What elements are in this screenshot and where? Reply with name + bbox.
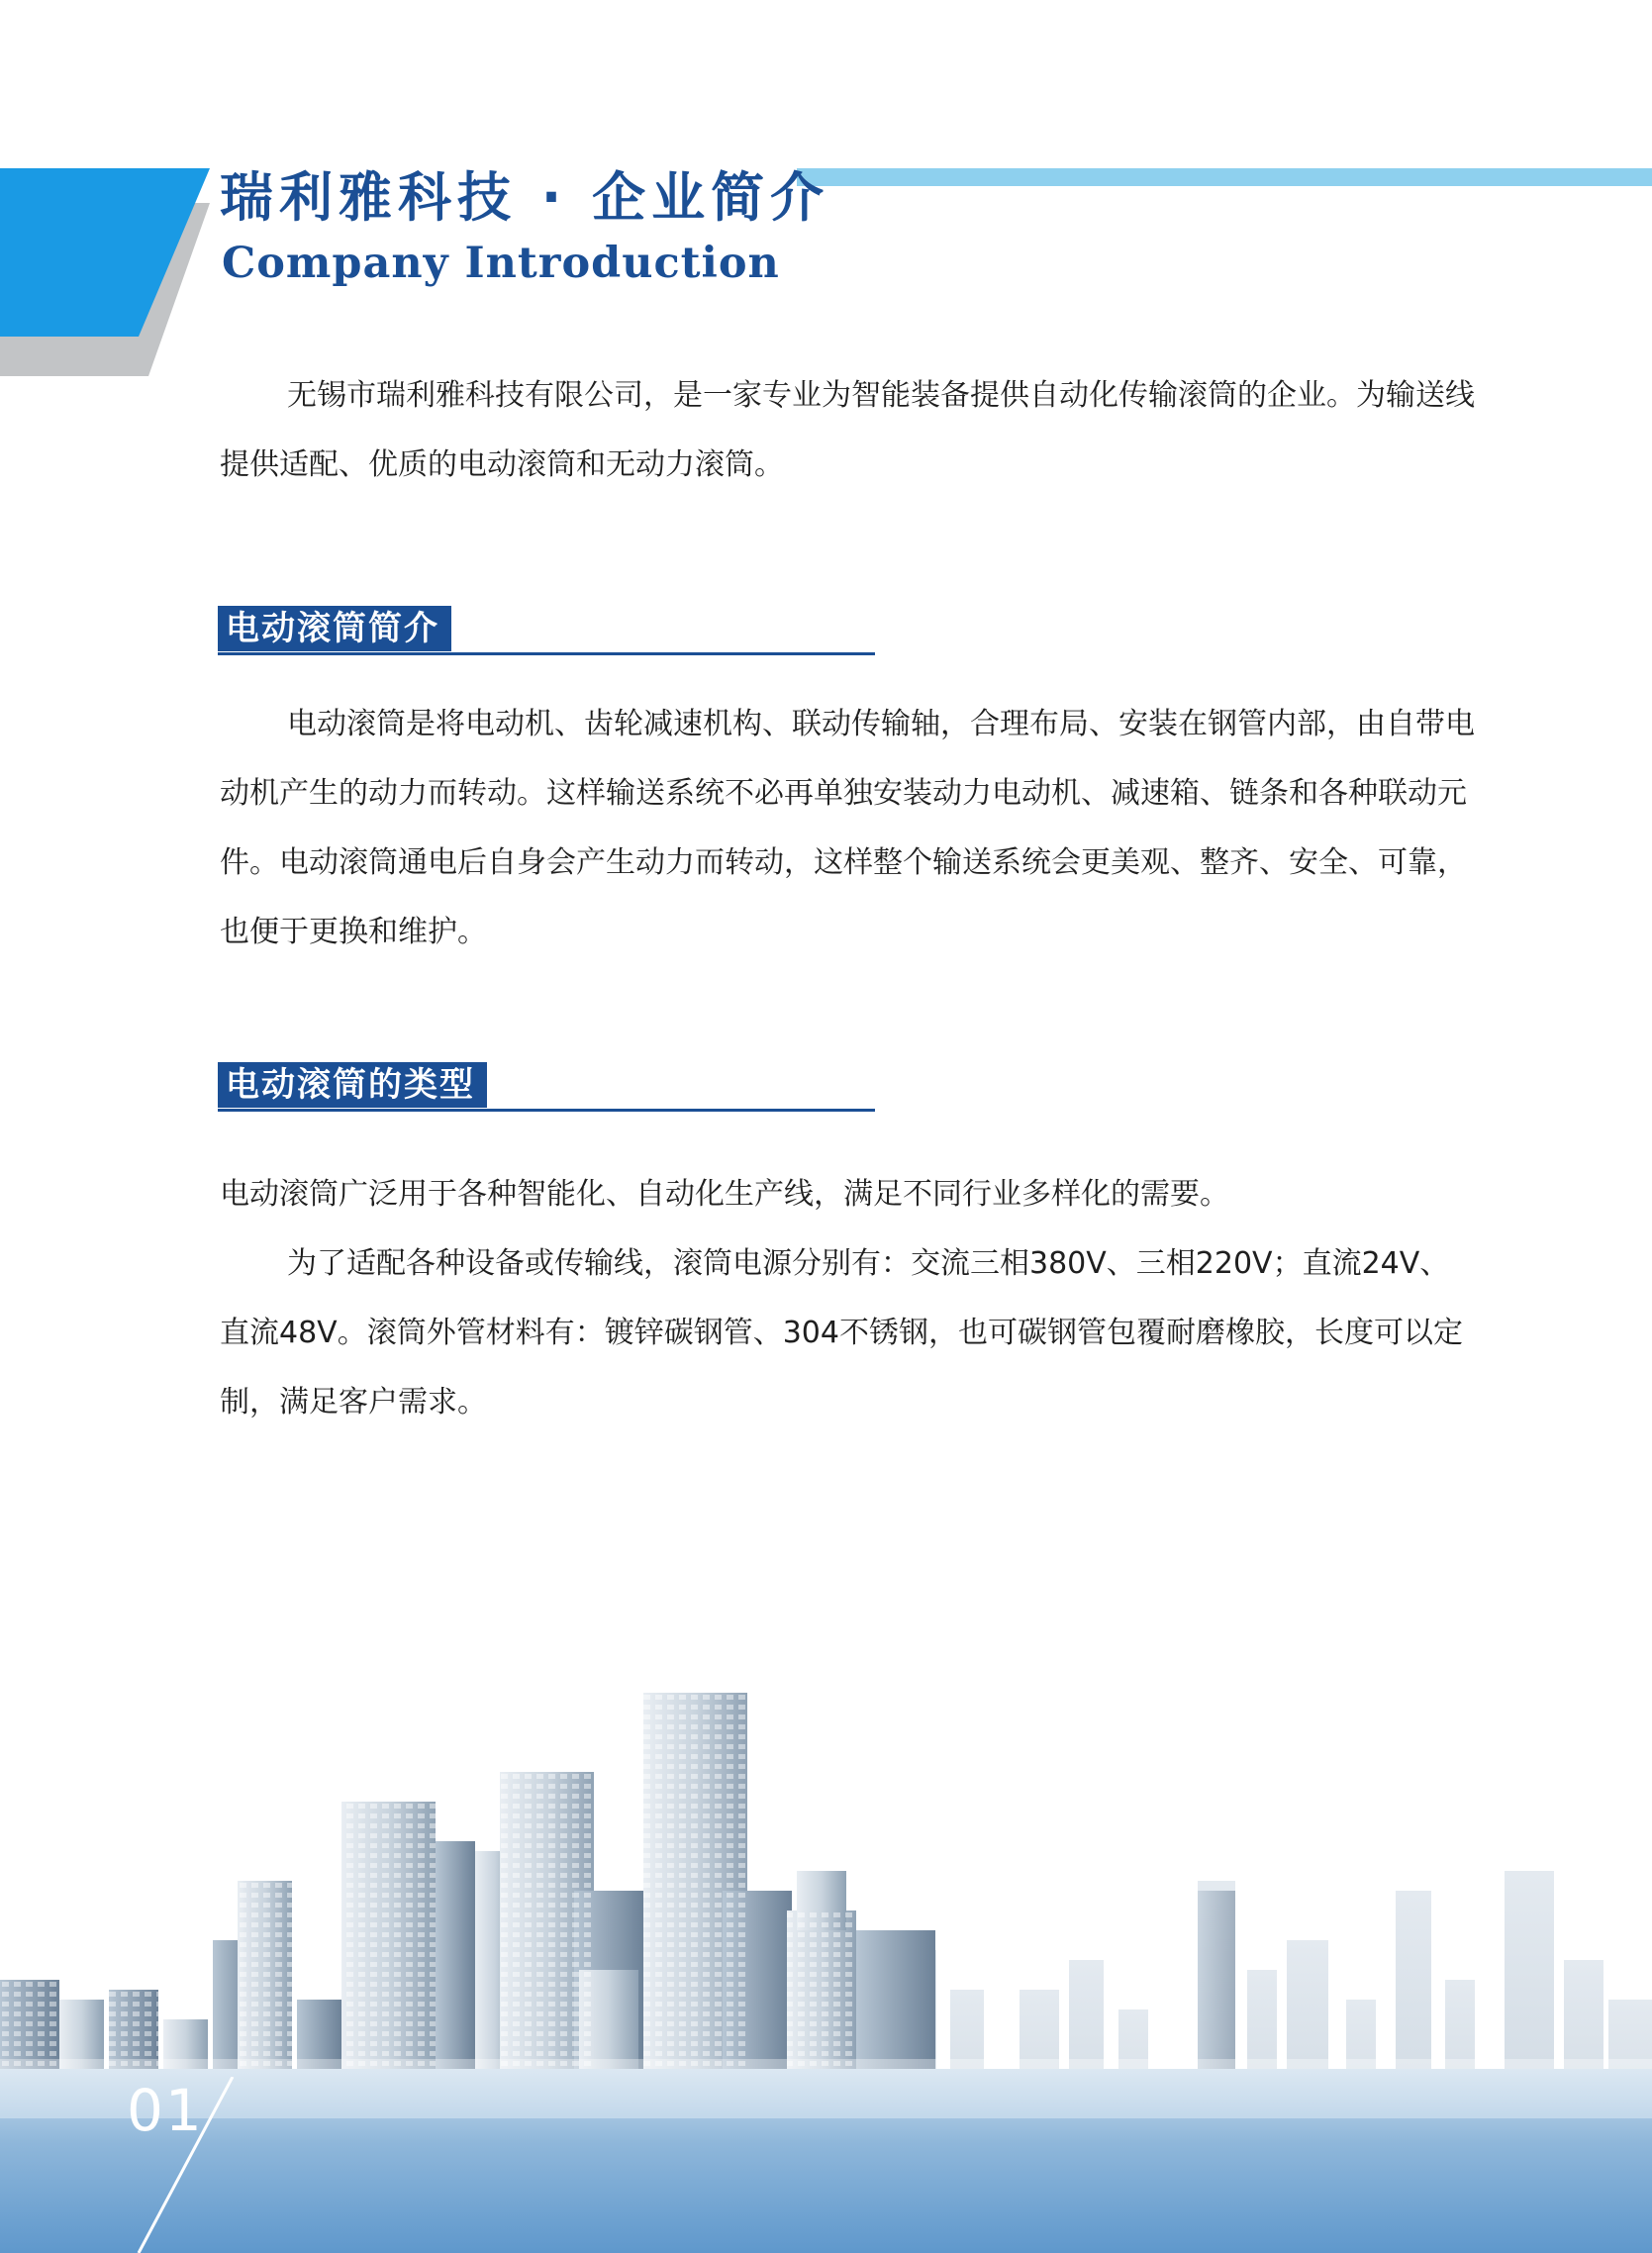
page-subtitle-english: Company Introduction: [222, 239, 780, 288]
section-heading-types: [218, 1062, 875, 1112]
city-skyline-image: [0, 1663, 1652, 2253]
section-heading-underline: [218, 1109, 875, 1112]
section-heading-intro: [218, 606, 875, 655]
section2-paragraph: [220, 1160, 1477, 1437]
page-title: 瑞利雅科技 · 企业简介: [220, 166, 830, 229]
section-heading-label: 电动滚筒的类型: [218, 1062, 487, 1108]
section1-paragraph: [220, 690, 1477, 967]
page-number: 01: [127, 2077, 204, 2144]
intro-text: 无锡市瑞利雅科技有限公司，是一家专业为智能装备提供自动化传输滚筒的企业。为输送线提供适配、优质的电动滚筒和无动力滚筒。: [220, 378, 1475, 482]
section-heading-underline: [218, 652, 875, 655]
section1-text: 电动滚筒是将电动机、齿轮减速机构、联动传输轴，合理布局、安装在钢管内部，由自带电动机产生的动力而转动。这样输送系统不必再单独安装动力电动机、减速箱、链条和各种联动元件。电动滚筒通电后自身会产生动力而转动，这样整个输送系统会更美观、整齐、安全、可靠，也便于更换和维护。: [220, 707, 1475, 949]
section2-text-1: 电动滚筒广泛用于各种智能化、自动化生产线，满足不同行业多样化的需要。: [220, 1177, 1229, 1212]
header-accent-bar: [797, 168, 1652, 186]
water-haze: [0, 2059, 1652, 2118]
section2-text-2: 为了适配各种设备或传输线，滚筒电源分别有：交流三相380V、三相220V；直流24V、直流48V。滚筒外管材料有：镀锌碳钢管、304不锈钢，也可碳钢管包覆耐磨橡胶，长度可以定制，满足客户需求。: [220, 1246, 1463, 1420]
intro-paragraph: [220, 361, 1477, 500]
section-heading-label: 电动滚筒简介: [218, 606, 451, 651]
